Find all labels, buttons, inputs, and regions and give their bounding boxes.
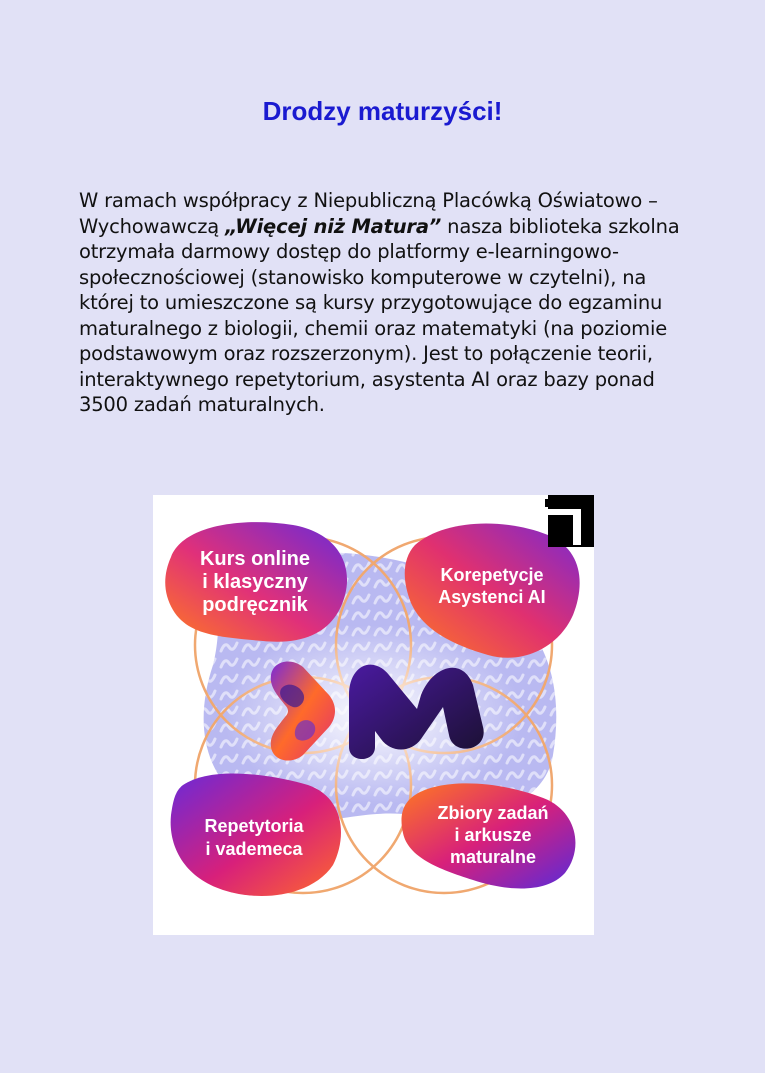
label-top-right-1: Korepetycje — [440, 565, 544, 585]
organization-name: „Więcej niż Matura” — [225, 214, 442, 238]
label-bottom-right-2: i arkusze — [454, 825, 532, 845]
page-title: Drodzy maturzyści! — [262, 96, 503, 126]
label-top-right-2: Asystenci AI — [438, 587, 546, 607]
label-top-left-1: Kurs online — [199, 548, 311, 570]
label-bottom-right-3: maturalne — [449, 847, 537, 867]
intro-paragraph — [79, 188, 704, 418]
infographic-graphic — [153, 495, 594, 935]
label-top-left-2: i klasyczny — [202, 571, 308, 593]
label-bottom-left-1: Repetytoria — [204, 816, 304, 836]
paragraph-part-1: W ramach współpracy z Niepubliczną Placówką Oświatowo – Wychowawczą — [79, 189, 658, 238]
label-top-left-3: podręcznik — [202, 594, 308, 616]
paragraph-part-2: nasza biblioteka szkolna otrzymała darmowy dostęp do platformy e-learningowo-społecznościowej (stanowisko komputerowe w czytelni), na której to umieszczone są kursy przygotowujące do egzaminu maturalnego z biologii, chemii oraz matematyki (na poziomie podstawowym oraz rozszerzonym). Jest to połączenie teorii, interaktywnego repetytorium, asystenta AI oraz bazy ponad 3500 zadań maturalnych. — [79, 214, 680, 416]
label-bottom-left-2: i vademeca — [205, 839, 303, 859]
label-bottom-right-1: Zbiory zadań — [437, 803, 549, 823]
scan-artifact — [545, 495, 594, 547]
platform-infographic — [153, 495, 594, 935]
